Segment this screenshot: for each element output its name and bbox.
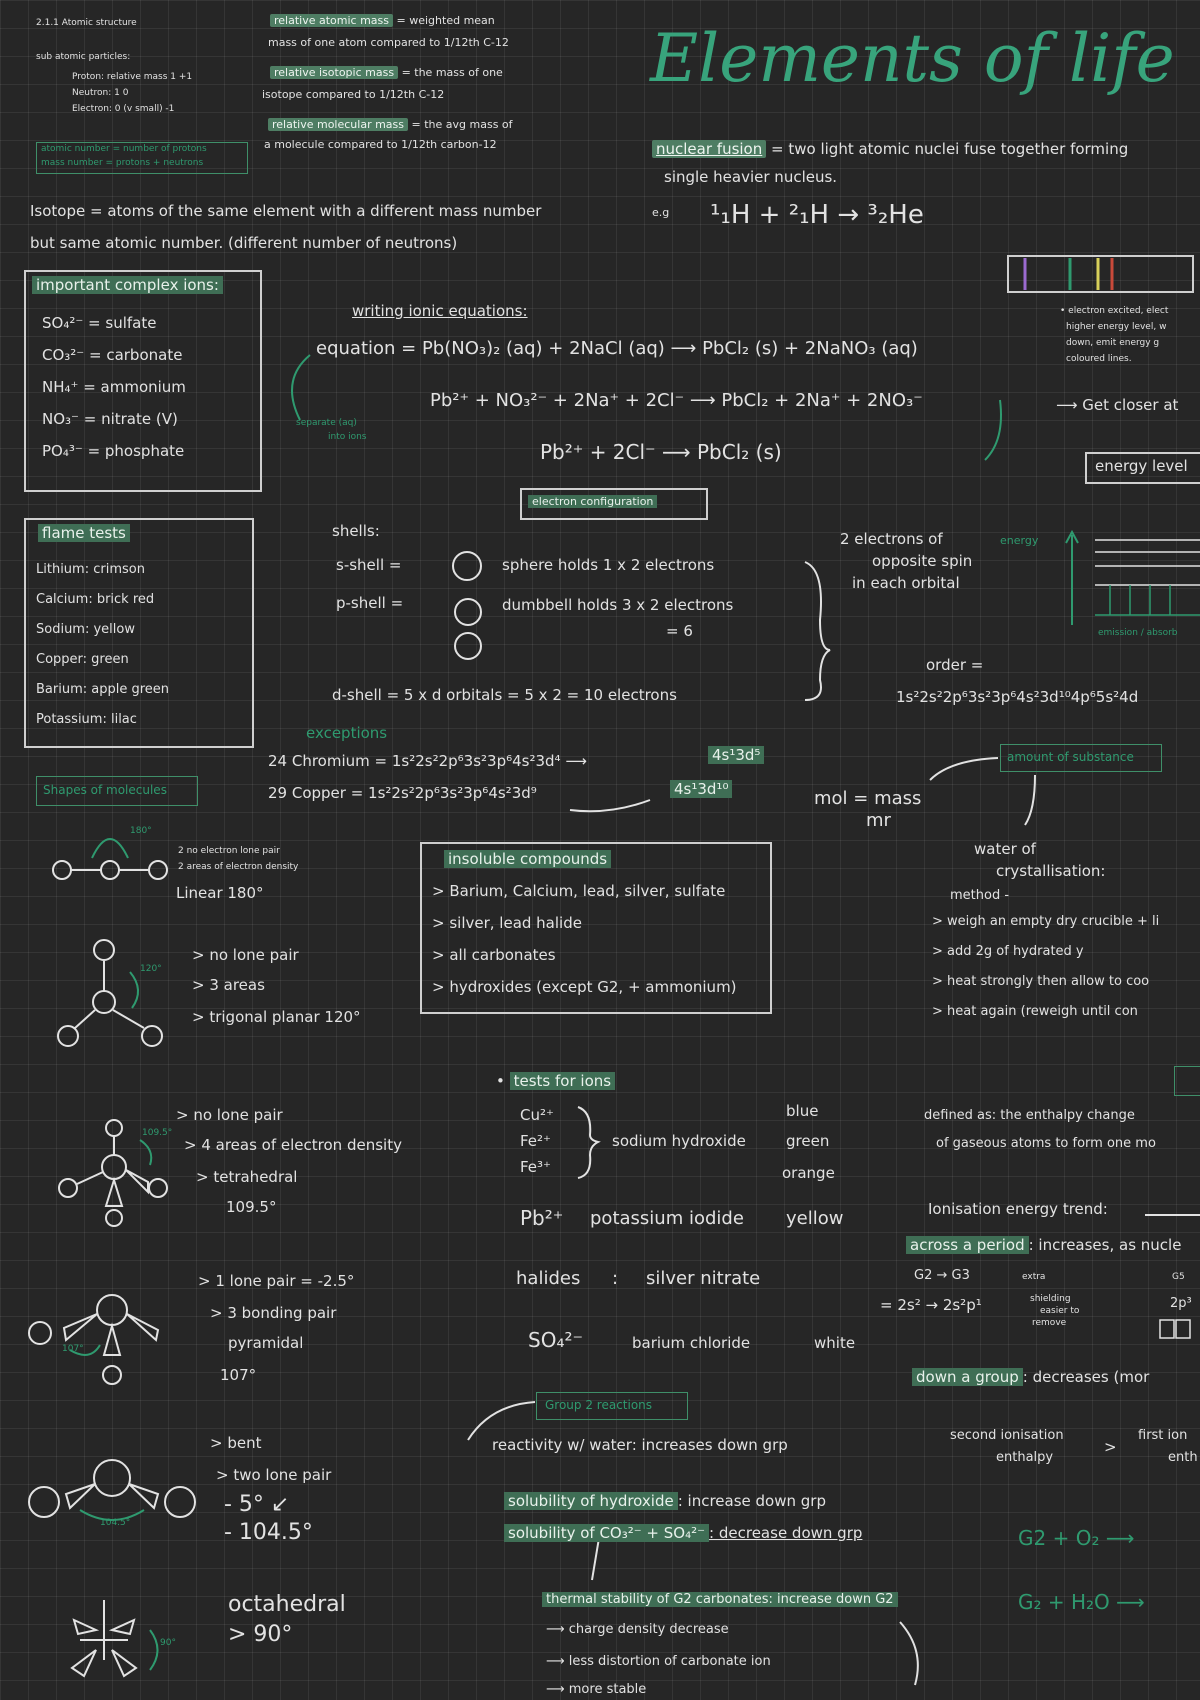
water-title-2: crystallisation: [996, 862, 1106, 880]
bent-note-3: - 5° ↙ [224, 1492, 290, 1517]
fusion-eg: e.g [652, 206, 670, 219]
across-period-term: across a period [906, 1236, 1029, 1254]
rim-term: relative isotopic mass [270, 66, 398, 79]
shapes-title-box [36, 776, 198, 806]
pyramidal-note-3: pyramidal [228, 1334, 304, 1352]
spectrum-note-2: higher energy level, w [1066, 322, 1167, 332]
thermal-step: ⟶ more stable [546, 1682, 647, 1697]
carbonate-term: solubility of CO₃²⁻ + SO₄²⁻ [504, 1524, 709, 1542]
pyramidal-note-2: > 3 bonding pair [210, 1304, 337, 1322]
tetrahedral-note-4: 109.5° [226, 1198, 277, 1216]
result-yellow: yellow [786, 1208, 844, 1229]
tetrahedral-note-1: > no lone pair [176, 1106, 283, 1124]
insoluble-compounds-box [420, 842, 772, 1014]
group2-hydroxide [504, 1492, 826, 1510]
ion-tests-title: • tests for ions [496, 1072, 615, 1090]
bent-note-1: > bent [210, 1434, 262, 1452]
amount-substance-label: amount of substance [1007, 750, 1134, 764]
s-shell-desc: sphere holds 1 x 2 electrons [502, 556, 715, 574]
fusion-term: nuclear fusion [652, 140, 766, 158]
complex-ions-title-text: important complex ions: [32, 276, 223, 294]
water-step: > heat again (reweigh until con [932, 1004, 1138, 1019]
shells-label: shells: [332, 522, 380, 540]
ion-pb: Pb²⁺ [520, 1206, 564, 1230]
spectrum-note-3: down, emit energy g [1066, 338, 1160, 348]
electron-config-title [528, 495, 657, 508]
shielding-3: remove [1032, 1318, 1067, 1328]
flame-tests-box [24, 518, 254, 748]
s-orbital-icon [453, 552, 481, 580]
fusion-definition [652, 140, 1128, 158]
rmm-text-2: a molecule compared to 1/12th carbon-12 [264, 138, 497, 151]
thermal-term: thermal stability of G2 carbonates: increase down G2 [542, 1592, 898, 1607]
chromium-result-text: 4s¹3d⁵ [708, 746, 764, 764]
isotope-line-1: Isotope = atoms of the same element with a different mass number [30, 202, 542, 220]
bent-diagram [29, 1460, 195, 1520]
octahedral-note-1: octahedral [228, 1592, 346, 1617]
atomic-number-box [36, 142, 248, 174]
thermal-step: ⟶ charge density decrease [546, 1622, 729, 1637]
down-group-text: : decreases (mor [1022, 1368, 1150, 1386]
shielding-2: easier to [1040, 1306, 1080, 1316]
flame-test-item: Potassium: lilac [36, 712, 137, 727]
thermal-step: ⟶ less distortion of carbonate ion [546, 1654, 771, 1669]
neutron-row: Neutron: 1 0 [72, 88, 129, 98]
ram-term: relative atomic mass [270, 14, 393, 27]
spectrum-note-4: coloured lines. [1066, 354, 1132, 364]
ram-text-2: mass of one atom compared to 1/12th C-12 [268, 36, 509, 49]
complex-ion-item: CO₃²⁻ = carbonate [42, 346, 183, 364]
ion-so4: SO₄²⁻ [528, 1328, 584, 1352]
mol-formula: mol = mass [814, 788, 922, 809]
ionic-side-note-2: into ions [328, 432, 367, 442]
ion-fe3: Fe³⁺ [520, 1158, 551, 1176]
result-green: green [786, 1132, 830, 1150]
octahedral-diagram [72, 1600, 158, 1676]
p-shell-desc: dumbbell holds 3 x 2 electrons [502, 596, 734, 614]
g2-water-equation: G₂ + H₂O ⟶ [1018, 1590, 1145, 1614]
angle-107: 107° [62, 1344, 84, 1354]
second-ionisation-1: second ionisation [950, 1428, 1064, 1443]
particles-title: sub atomic particles: [36, 52, 131, 62]
spectrum-arrow-text: ⟶ Get closer at [1056, 396, 1179, 414]
electron-config-title-text: electron configuration [528, 495, 657, 508]
pyramidal-note-4: 107° [220, 1366, 257, 1384]
first-ionisation-1: first ion [1138, 1428, 1188, 1443]
result-white: white [814, 1334, 856, 1352]
spectrum-box [1008, 256, 1193, 292]
electron-row: Electron: 0 (v small) -1 [72, 104, 175, 114]
ionisation-trend: Ionisation energy trend: [928, 1200, 1108, 1218]
ionic-side-note-1: separate (aq) [296, 418, 357, 428]
first-ionisation-2: enth [1168, 1450, 1198, 1465]
group2-reactivity: reactivity w/ water: increases down grp [492, 1436, 788, 1454]
flame-test-item: Sodium: yellow [36, 622, 135, 637]
rmm-term: relative molecular mass [268, 118, 408, 131]
amount-substance-box [1000, 744, 1162, 772]
energy-axis-label: energy [1000, 534, 1039, 547]
reagent-sodium-hydroxide: sodium hydroxide [612, 1132, 746, 1150]
angle-90: 90° [160, 1638, 176, 1648]
complex-ion-item: SO₄²⁻ = sulfate [42, 314, 157, 332]
ionisation-def-1: defined as: the enthalpy change [924, 1108, 1135, 1123]
water-step: > heat strongly then allow to coo [932, 974, 1150, 989]
reagent-potassium-iodide: potassium iodide [590, 1208, 744, 1229]
rim-text-2: isotope compared to 1/12th C-12 [262, 88, 445, 101]
hydroxide-term: solubility of hydroxide [504, 1492, 678, 1510]
pyramidal-note-1: > 1 lone pair = -2.5° [198, 1272, 355, 1290]
octahedral-note-2: > 90° [228, 1622, 293, 1647]
shielding-1: shielding [1030, 1294, 1071, 1304]
linear-molecule-diagram [53, 839, 167, 879]
complex-ion-item: NO₃⁻ = nitrate (V) [42, 410, 178, 428]
chromium-result [708, 746, 764, 764]
shapes-title: Shapes of molecules [43, 783, 167, 797]
linear-label: Linear 180° [176, 884, 264, 902]
linear-note-2: 2 areas of electron density [178, 862, 299, 872]
flame-tests-title-text: flame tests [38, 524, 130, 542]
rmm-definition [268, 118, 513, 131]
linear-note-1: 2 no electron lone pair [178, 846, 280, 856]
p3-label: 2p³ [1170, 1296, 1192, 1311]
rmm-text: = the avg mass of [411, 118, 513, 131]
copper-result-text: 4s¹3d¹⁰ [670, 780, 732, 798]
ion-halides: halides [516, 1268, 581, 1289]
p-orbital-icon [455, 599, 481, 625]
atomic-structure-header: 2.1.1 Atomic structure [36, 18, 137, 28]
copper-result [670, 780, 732, 798]
water-method: method - [950, 888, 1010, 903]
trigonal-planar-diagram [58, 940, 162, 1046]
group2-thermal [542, 1592, 898, 1608]
ion-fe2: Fe²⁺ [520, 1132, 551, 1150]
energy-level-label: energy level [1095, 457, 1188, 475]
spin-note-1: 2 electrons of [840, 530, 943, 548]
mol-denominator: mr [866, 810, 891, 831]
water-step: > add 2g of hydrated y [932, 944, 1084, 959]
trigonal-note-1: > no lone pair [192, 946, 299, 964]
reagent-silver-nitrate: silver nitrate [646, 1268, 761, 1289]
tetrahedral-note-2: > 4 areas of electron density [184, 1136, 402, 1154]
insoluble-item: > hydroxides (except G2, + ammonium) [432, 978, 737, 996]
angle-120: 120° [140, 964, 162, 974]
second-ionisation-2: enthalpy [996, 1450, 1054, 1465]
carbonate-text: : decrease down grp [709, 1524, 863, 1542]
ionic-equation-1: equation = Pb(NO₃)₂ (aq) + 2NaCl (aq) ⟶ PbCl₂ (s) + 2NaNO₃ (aq) [316, 338, 918, 359]
angle-109: 109.5° [142, 1128, 173, 1138]
fusion-text: = two light atomic nuclei fuse together forming [771, 140, 1129, 158]
across-period-text: : increases, as nucle [1028, 1236, 1182, 1254]
hydroxide-text: : increase down grp [677, 1492, 826, 1510]
insoluble-item: > all carbonates [432, 946, 556, 964]
p-shell-desc-2: = 6 [666, 622, 693, 640]
rim-definition [270, 66, 503, 79]
insoluble-title [444, 850, 611, 868]
fusion-text-2: single heavier nucleus. [664, 168, 838, 186]
flame-tests-title [38, 524, 130, 542]
across-period [906, 1236, 1181, 1254]
insoluble-item: > silver, lead halide [432, 914, 582, 932]
spin-note-3: in each orbital [852, 574, 960, 592]
trigonal-note-2: > 3 areas [192, 976, 265, 994]
ionisation-def-2: of gaseous atoms to form one mo [936, 1136, 1156, 1151]
result-orange: orange [782, 1164, 835, 1182]
reagent-barium-chloride: barium chloride [632, 1334, 751, 1352]
spectrum-note-1: • electron excited, elect [1060, 306, 1169, 316]
mass-number-line: mass number = protons + neutrons [41, 158, 204, 168]
group2-carbonate [504, 1524, 862, 1542]
trigonal-note-3: > trigonal planar 120° [192, 1008, 361, 1026]
g2-g3: G2 → G3 [914, 1268, 970, 1283]
ram-text: = weighted mean [396, 14, 495, 27]
exceptions-label: exceptions [306, 724, 388, 742]
ion-tests-title-text: tests for ions [510, 1072, 615, 1090]
greater-than: > [1104, 1438, 1117, 1456]
down-group [912, 1368, 1149, 1386]
ionic-equation-2: Pb²⁺ + NO₃²⁻ + 2Na⁺ + 2Cl⁻ ⟶ PbCl₂ + 2Na⁺ + 2NO₃⁻ [430, 390, 923, 411]
angle-180: 180° [130, 826, 152, 836]
flame-test-item: Calcium: brick red [36, 592, 155, 607]
p-shell-label: p-shell = [336, 594, 404, 612]
complex-ion-item: NH₄⁺ = ammonium [42, 378, 186, 396]
order-sequence: 1s²2s²2p⁶3s²3p⁶4s²3d¹⁰4p⁶5s²4d [896, 688, 1139, 706]
electron-config-title-box [520, 488, 708, 520]
result-blue: blue [786, 1102, 819, 1120]
complex-ions-title [32, 276, 223, 294]
insoluble-title-text: insoluble compounds [444, 850, 611, 868]
g5-label: G5 [1172, 1272, 1185, 1282]
insoluble-item: > Barium, Calcium, lead, silver, sulfate [432, 882, 726, 900]
bent-note-2: > two lone pair [216, 1466, 332, 1484]
ram-definition [270, 14, 495, 27]
ion-cu: Cu²⁺ [520, 1106, 554, 1124]
emission-label: emission / absorb [1098, 628, 1178, 638]
atomic-number-line: atomic number = number of protons [41, 144, 207, 154]
tetrahedral-note-3: > tetrahedral [196, 1168, 298, 1186]
halides-colon: : [612, 1268, 619, 1289]
order-label: order = [926, 656, 984, 674]
spin-note-2: opposite spin [872, 552, 973, 570]
ionic-equation-3: Pb²⁺ + 2Cl⁻ ⟶ PbCl₂ (s) [540, 440, 782, 464]
rim-text: = the mass of one [401, 66, 503, 79]
complex-ion-item: PO₄³⁻ = phosphate [42, 442, 185, 460]
copper-config: 29 Copper = 1s²2s²2p⁶3s²3p⁶4s²3d⁹ [268, 784, 537, 802]
fusion-equation: ¹₁H + ²₁H → ³₂He [710, 200, 924, 230]
isotope-line-2: but same atomic number. (different number of neutrons) [30, 234, 458, 252]
water-title-1: water of [974, 840, 1036, 858]
flame-test-item: Barium: apple green [36, 682, 170, 697]
extra-label: extra [1022, 1272, 1046, 1282]
s-shell-label: s-shell = [336, 556, 402, 574]
water-step: > weigh an empty dry crucible + li [932, 914, 1160, 929]
ionic-equations-title: writing ionic equations: [352, 302, 528, 320]
proton-row: Proton: relative mass 1 +1 [72, 72, 193, 82]
bent-note-4: - 104.5° [224, 1520, 313, 1545]
down-group-term: down a group [912, 1368, 1023, 1386]
chromium-config: 24 Chromium = 1s²2s²2p⁶3s²3p⁶4s²3d⁴ ⟶ [268, 752, 587, 770]
ionisation-title-box [1174, 1066, 1200, 1096]
group2-title: Group 2 reactions [545, 1398, 653, 1412]
complex-ions-box [24, 270, 262, 492]
flame-test-item: Copper: green [36, 652, 129, 667]
orbital-config: = 2s² → 2s²p¹ [880, 1296, 982, 1314]
orbital-config-text: 2s² → 2s²p¹ [897, 1296, 982, 1314]
pyramidal-diagram [29, 1295, 158, 1384]
angle-104: 104.5° [100, 1518, 131, 1528]
flame-test-item: Lithium: crimson [36, 562, 145, 577]
g2-oxygen-equation: G2 + O₂ ⟶ [1018, 1526, 1135, 1550]
energy-level-box [1085, 452, 1200, 484]
page-title: Elements of life [650, 20, 1175, 97]
d-shell-line: d-shell = 5 x d orbitals = 5 x 2 = 10 electrons [332, 686, 677, 704]
group2-title-box [536, 1392, 688, 1420]
